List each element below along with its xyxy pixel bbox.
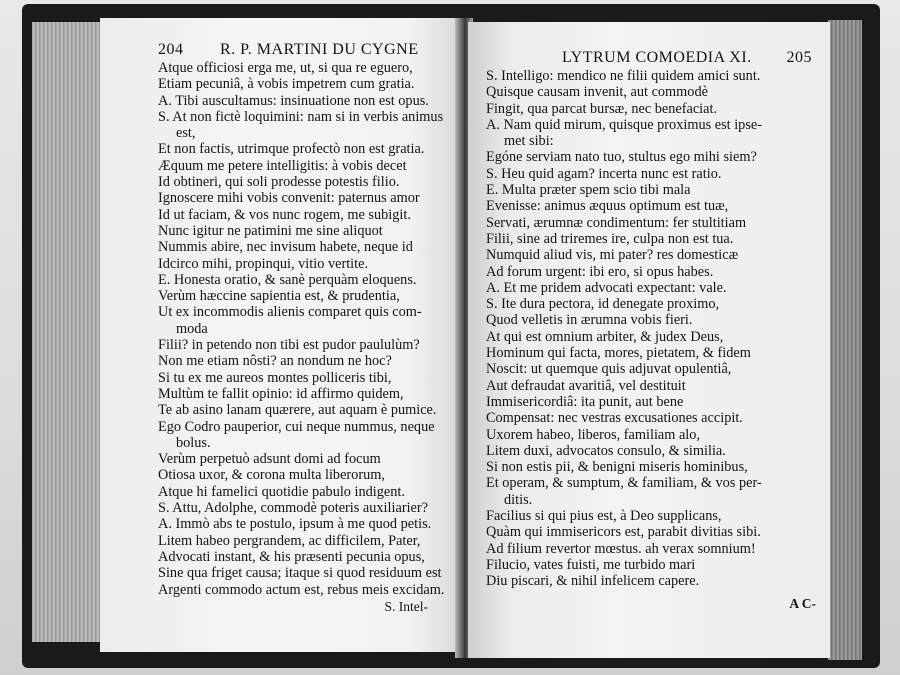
text-line: Aut defraudat avaritiâ, vel destituit	[486, 377, 686, 394]
text-line: A. Nam quid mirum, quisque proximus est ipse-	[486, 116, 762, 133]
text-line: S. Attu, Adolphe, commodè poteris auxiliarier?	[158, 500, 428, 517]
left-catchword: S. Intel-	[384, 598, 428, 614]
text-line: Non me etiam nôsti? an nondum ne hoc?	[158, 353, 392, 370]
text-line: Advocati instant, & his præsenti pecunia opus,	[158, 548, 425, 565]
text-line: moda	[176, 320, 208, 337]
text-line: At qui est omnium arbiter, & judex Deus,	[486, 328, 724, 345]
text-line: Et non factis, utrimque profectò non est gratia.	[158, 141, 425, 158]
text-line: Id obtineri, qui soli prodesse potestis filio.	[158, 174, 400, 191]
text-line: Si tu ex me aureos montes polliceris tibi,	[158, 369, 392, 386]
text-line: Filii, sine ad triremes ire, culpa non est tua.	[486, 230, 734, 247]
text-line: S. At non fictè loquimini: nam si in verbis animus	[158, 108, 444, 125]
text-line: est,	[176, 125, 196, 142]
right-page-number: 205	[786, 49, 812, 66]
text-line: Te ab asino lanam quærere, aut aquam è pumice.	[158, 402, 437, 419]
text-line: Multùm te fallit opinio: id affirmo quidem,	[158, 385, 404, 402]
text-line: Quod velletis in ærumna vobis fieri.	[486, 312, 693, 329]
right-page-text	[486, 68, 822, 590]
left-page-number: 204	[158, 41, 184, 58]
text-line: Quisque causam invenit, aut commodè	[486, 84, 708, 101]
text-line: Atque officiosi erga me, ut, si qua re eguero,	[158, 60, 413, 76]
right-page	[468, 22, 830, 658]
text-line: Quàm qui immisericors est, parabit divitias sibi.	[486, 524, 761, 541]
right-page-header	[486, 48, 822, 68]
text-line: Nunc igitur ne patimini me sine aliquot	[158, 222, 383, 239]
text-line: S. Intelligo: mendico ne filii quidem amici sunt.	[486, 68, 761, 84]
text-line: Litem habeo pergrandem, ac difficilem, Pater,	[158, 532, 421, 549]
text-line: Ego Codro pauperior, cui neque nummus, neque	[158, 418, 435, 435]
text-line: Diu piscari, & nihil infelicem capere.	[486, 573, 700, 590]
text-line: Ad forum urgent: ibi ero, si opus habes.	[486, 263, 714, 280]
left-page	[100, 18, 466, 652]
text-line: Uxorem habeo, liberos, familiam alo,	[486, 426, 700, 443]
text-line: Servati, ærumnæ condimentum: fer stultitiam	[486, 214, 747, 231]
left-page-header	[158, 40, 460, 60]
text-line: Sine qua friget causa; itaque si quod residuum est	[158, 565, 442, 582]
text-line: ditis.	[504, 491, 533, 508]
text-line: Argenti commodo actum est, rebus meis excidam.	[158, 581, 445, 598]
text-line: Litem duxi, advocatos consulo, & similia.	[486, 442, 726, 459]
text-line: Filii? in petendo non tibi est pudor paululùm?	[158, 337, 420, 354]
text-line: Ad filium revertor mœstus. ah verax somnium!	[486, 540, 756, 557]
text-line: Ignoscere mihi vobis convenit: paternus amor	[158, 190, 420, 207]
text-line: Æquum me petere intelligitis: à vobis decet	[158, 157, 407, 174]
text-line: S. Ite dura pectora, id denegate proximo,	[486, 296, 720, 313]
left-page-text	[158, 60, 460, 598]
text-line: Et operam, & sumptum, & familiam, & vos per-	[486, 475, 762, 492]
text-line: Hominum qui facta, mores, pietatem, & fidem	[486, 345, 751, 362]
text-line: Evenisse: animus æquus optimum est tuæ,	[486, 198, 729, 215]
text-line: S. Heu quid agam? incerta nunc est ratio.	[486, 165, 722, 182]
text-line: A. Tibi auscultamus: insinuatione non est opus.	[158, 92, 429, 109]
text-line: Si non estis pii, & benigni miseris hominibus,	[486, 459, 748, 476]
text-line: A. Immò abs te postulo, ipsum à me quod petis.	[158, 516, 432, 533]
text-line: Noscit: ut quemque quis adjuvat opulentiâ,	[486, 361, 732, 378]
page-edges-left	[32, 22, 102, 642]
text-line: A. Et me pridem advocati expectant: vale.	[486, 279, 727, 296]
text-line: Verùm perpetuò adsunt domi ad focum	[158, 451, 381, 468]
text-line: Id ut faciam, & vos nunc rogem, me subigit.	[158, 206, 411, 223]
text-line: Numquid aliud vis, mi pater? res domesticæ	[486, 247, 739, 264]
text-line: Atque hi famelici quotidie pabulo indigent.	[158, 483, 405, 500]
text-line: Idcirco mihi, propinqui, vitio vertite.	[158, 255, 369, 272]
right-running-head: LYTRUM COMOEDIA XI.	[562, 49, 752, 66]
text-line: Etiam pecuniâ, à vobis impetrem cum gratia.	[158, 76, 415, 93]
text-line: met sibi:	[504, 133, 554, 150]
text-line: Egóne serviam nato tuo, stultus ego mihi siem?	[486, 149, 757, 166]
text-line: Ut ex incommodis alienis comparet quis com-	[158, 304, 422, 321]
page-edges-right	[828, 20, 862, 660]
left-running-head: R. P. MARTINI DU CYGNE	[220, 41, 419, 58]
text-line: bolus.	[176, 434, 211, 451]
text-line: Otiosa uxor, & corona multa liberorum,	[158, 467, 385, 484]
text-line: Compensat: nec vestras excusationes accipit.	[486, 410, 743, 427]
text-line: Verùm hæccine sapientia est, & prudentia,	[158, 288, 400, 305]
text-line: Nummis abire, nec invisum habete, neque id	[158, 239, 413, 256]
text-line: Facilius si qui pius est, à Deo supplicans,	[486, 508, 722, 525]
text-line: Filucio, vates fuisti, me turbido mari	[486, 556, 696, 573]
text-line: Immisericordiâ: ita punit, aut bene	[486, 393, 684, 410]
text-line: Fingit, qua parcat bursæ, nec benefaciat.	[486, 100, 718, 117]
text-line: E. Multa præter spem scio tibi mala	[486, 182, 691, 199]
right-catchword: A C-	[789, 595, 816, 611]
text-line: E. Honesta oratio, & sanè perquàm eloquens.	[158, 271, 417, 288]
